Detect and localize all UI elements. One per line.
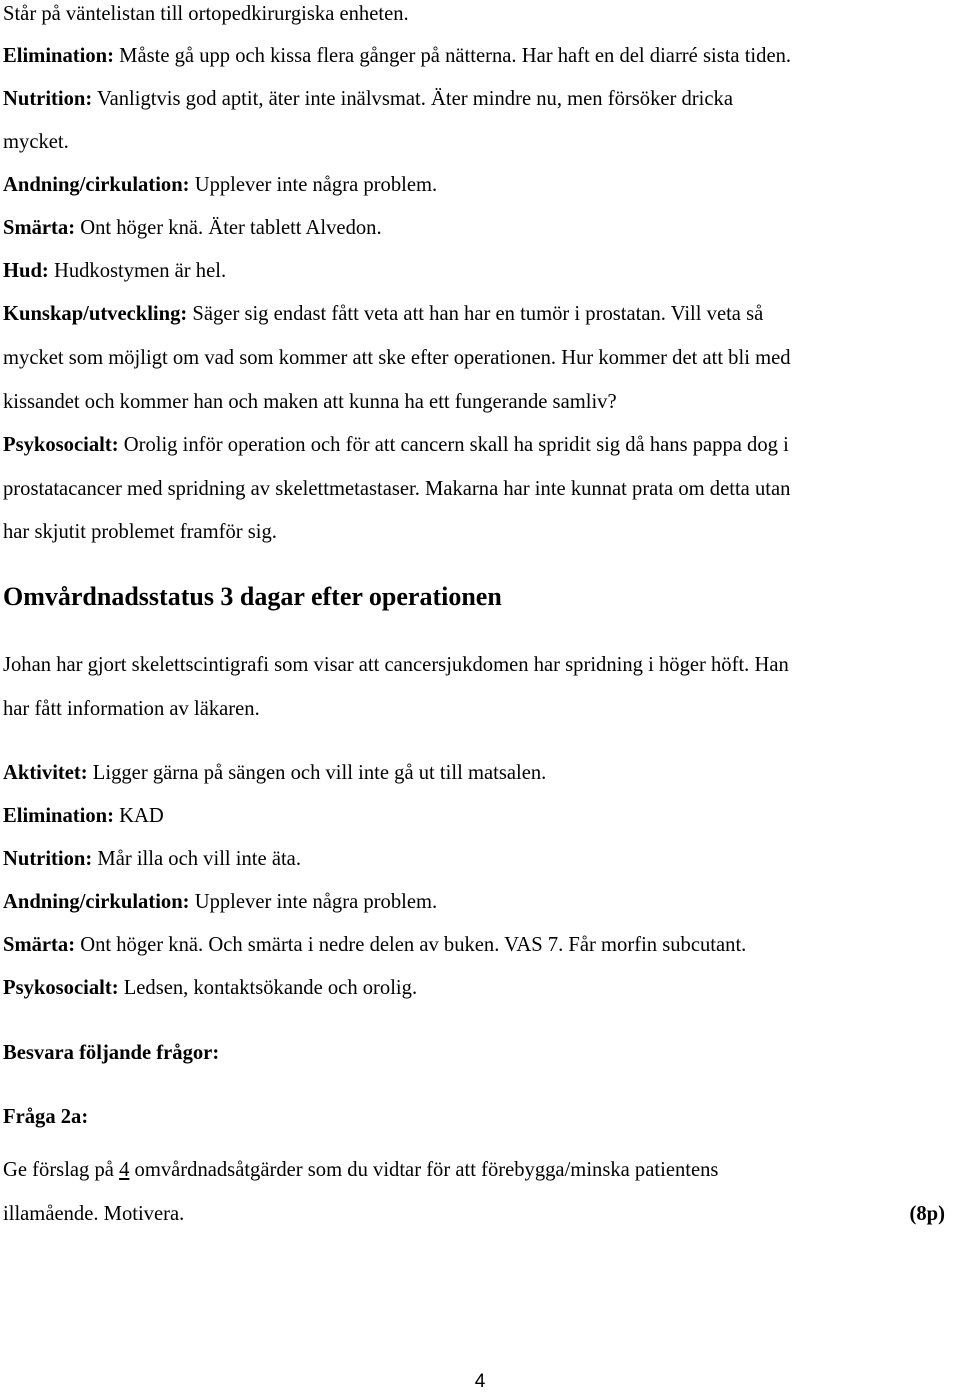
aktivitet-text: Ligger gärna på sängen och vill inte gå ut till matsalen. [87, 762, 547, 784]
psykosocialt-text-cont-2: har skjutit problemet framför sig. [3, 521, 277, 543]
smarta-label: Smärta: [3, 217, 76, 239]
question-label: Fråga 2a: [3, 1106, 89, 1128]
nutrition-entry [3, 85, 733, 113]
question-text-part: Ge förslag på [3, 1159, 120, 1181]
smarta-text: Ont höger knä. Och smärta i nedre delen av buken. VAS 7. Får morfin subcutant. [75, 934, 747, 956]
intro-paragraph-cont: har fått information av läkaren. [3, 698, 260, 720]
elimination-label: Elimination: [3, 805, 114, 827]
psykosocialt-text: Orolig inför operation och för att cancern skall ha spridit sig då hans pappa dog i [118, 434, 789, 456]
psykosocialt-entry [3, 431, 789, 459]
andning-label: Andning/cirkulation: [3, 891, 190, 913]
hud-label: Hud: [3, 260, 49, 282]
andning-entry-post [3, 888, 437, 916]
kunskap-text-cont-2: kissandet och kommer han och maken att kunna ha ett fungerande samliv? [3, 391, 617, 413]
elimination-text: KAD [114, 805, 164, 827]
smarta-label: Smärta: [3, 934, 76, 956]
nutrition-text: Vanligtvis god aptit, äter inte inälvsmat. Äter mindre nu, men försöker dricka [92, 88, 733, 110]
kunskap-text-cont-1: mycket som möjligt om vad som kommer att ske efter operationen. Hur kommer det att bli med [3, 347, 791, 369]
paragraph-waitlist: Står på väntelistan till ortopedkirurgiska enheten. [3, 3, 409, 25]
aktivitet-entry [3, 759, 546, 787]
nutrition-text: Mår illa och vill inte äta. [92, 848, 301, 870]
nutrition-label: Nutrition: [3, 848, 93, 870]
andning-text: Upplever inte några problem. [189, 891, 438, 913]
question-text [3, 1156, 718, 1184]
section-heading: Omvårdnadsstatus 3 dagar efter operationen [3, 582, 502, 611]
hud-text: Hudkostymen är hel. [48, 260, 227, 282]
kunskap-entry [3, 300, 763, 328]
kunskap-label: Kunskap/utveckling: [3, 303, 188, 325]
psykosocialt-label: Psykosocialt: [3, 977, 119, 999]
smarta-entry [3, 214, 382, 242]
intro-paragraph: Johan har gjort skelettscintigrafi som visar att cancersjukdomen har spridning i höger höft. Han [3, 654, 789, 676]
nutrition-text-cont: mycket. [3, 131, 69, 153]
psykosocialt-text: Ledsen, kontaktsökande och orolig. [118, 977, 418, 999]
smarta-text: Ont höger knä. Äter tablett Alvedon. [75, 217, 382, 239]
andning-label: Andning/cirkulation: [3, 174, 190, 196]
psykosocialt-label: Psykosocialt: [3, 434, 119, 456]
andning-entry [3, 171, 437, 199]
kunskap-text: Säger sig endast fått veta att han har en tumör i prostatan. Vill veta så [187, 303, 764, 325]
question-points: (8p) [909, 1203, 945, 1225]
nutrition-label: Nutrition: [3, 88, 93, 110]
aktivitet-label: Aktivitet: [3, 762, 88, 784]
nutrition-entry-post [3, 845, 301, 873]
page-number: 4 [474, 1371, 486, 1392]
question-text-cont: illamående. Motivera. [3, 1203, 185, 1225]
elimination-entry [3, 42, 791, 70]
elimination-text: Måste gå upp och kissa flera gånger på nätterna. Har haft en del diarré sista tiden. [114, 45, 792, 67]
andning-text: Upplever inte några problem. [189, 174, 438, 196]
question-count: 4 [119, 1159, 130, 1181]
elimination-entry-post [3, 802, 164, 830]
smarta-entry-post [3, 931, 746, 959]
question-text-part: omvårdnadsåtgärder som du vidtar för att förebygga/minska patientens [129, 1159, 719, 1181]
psykosocialt-entry-post [3, 974, 417, 1002]
elimination-label: Elimination: [3, 45, 114, 67]
instruction-heading: Besvara följande frågor: [3, 1042, 220, 1064]
hud-entry [3, 257, 226, 285]
psykosocialt-text-cont-1: prostatacancer med spridning av skelettmetastaser. Makarna har inte kunnat prata om detta utan [3, 478, 791, 500]
